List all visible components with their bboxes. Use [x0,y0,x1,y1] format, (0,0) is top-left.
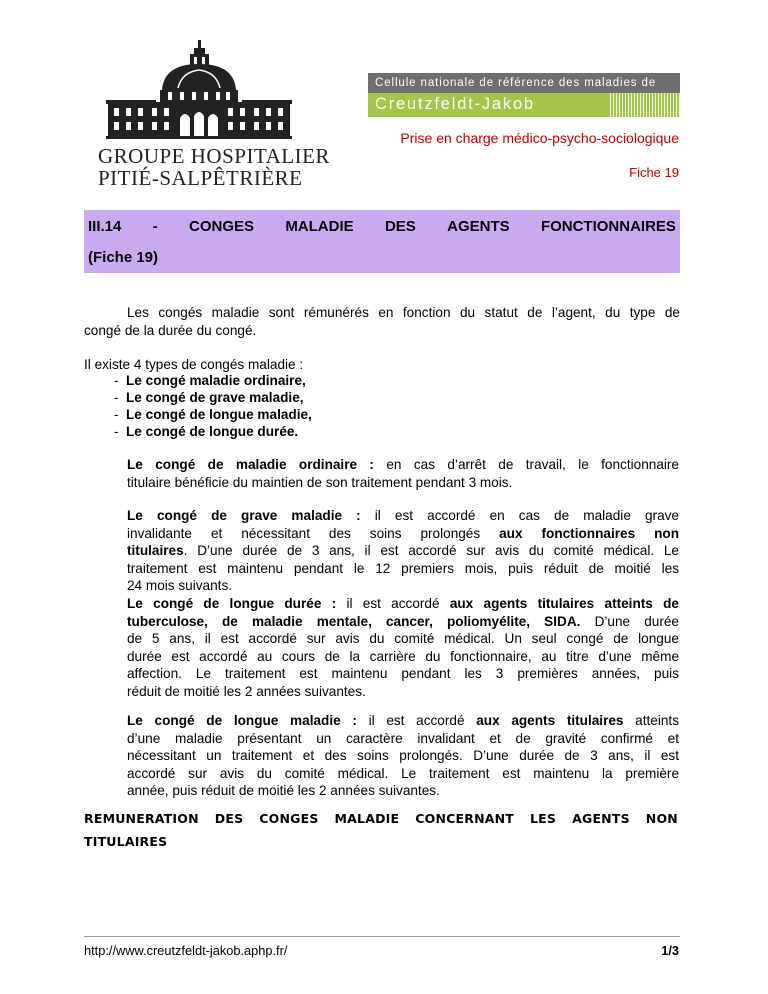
title-word: III.14 [88,218,122,235]
title-line-1 [88,218,676,235]
paragraph-grave: Le congé de grave maladie : il est accordé en cas de maladie grave invalidante et nécessitant des soins prolongés aux fonctionnaires non titulaires. D’une durée de 3 ans, il est accordé sur avis du comité médical. Le traitement est maintenu pendant le 12 premiers mois, puis réduit de moitié les 24 mois suivants. [127,508,680,594]
list-item: - Le congé de grave maladie, [114,390,304,405]
logo-line-2: PITIÉ-SALPÊTRIÈRE [98,166,303,190]
barcode-decoration [610,93,680,117]
intro-line-1: Les congés maladie sont rémunérés en fonction du statut de l’agent, du type de [127,305,680,320]
list-item: - Le congé de longue durée. [114,424,299,439]
list-item-text: Le congé maladie ordinaire, [126,373,306,388]
paragraph-ordinaire: Le congé de maladie ordinaire : en cas d’arrêt de travail, le fonctionnaire titulaire bénéficie du maintien de son traitement pendant 3 mois. [127,457,679,490]
banner-main-text: Creutzfeldt-Jakob [375,95,535,113]
title-word: MALADIE [285,218,354,235]
footer-url-link[interactable]: http://www.creutzfeldt-jakob.aphp.fr/ [84,943,288,958]
page-number: 1/3 [661,943,679,958]
title-word: AGENTS [447,218,510,235]
list-item: - Le congé de longue maladie, [114,407,312,422]
title-word: - [152,218,158,235]
paragraph-longue-duree: Le congé de longue durée : il est accordé aux agents titulaires atteints de tuberculose, de maladie mentale, cancer, poliomyélite, SIDA. D’une durée de 5 ans, il est accordé sur avis du comité médical. Un seul congé de longue durée est accordé au cours de la carrière du fonctionnaire, au titre d’une même affection. Le traitement est maintenu pendant les 3 premières années, puis réduit de moitié les 2 années suivantes. [127,596,679,699]
title-word: CONGES [188,218,254,235]
footer-divider [84,936,680,937]
banner-top: Cellule nationale de référence des maladies de [368,73,680,93]
title-box [84,210,680,273]
title-word: DES [384,218,416,235]
hospital-logo [98,38,330,190]
section-heading-remuneration: REMUNERATION DES CONGES MALADIE CONCERNANT LES AGENTS NON TITULAIRES [84,811,678,849]
list-item-text: Le congé de longue maladie, [126,407,312,422]
fiche-number: Fiche 19 [629,165,679,180]
list-item: - Le congé maladie ordinaire, [114,373,306,388]
list-item-text: Le congé de longue durée. [126,424,299,439]
banner-main [368,93,680,117]
paragraph-longue-maladie: Le congé de longue maladie : il est accordé aux agents titulaires atteints d’une maladie présentant un caractère invalidant et de gravité confirmé et nécessitant un traitement et des soins prolongés. D’une durée de 3 ans, il est accordé sur avis du comité médical. Le traitement est maintenu la première année, puis réduit de moitié les 2 années suivantes. [127,713,679,799]
title-line-2: (Fiche 19) [88,249,159,266]
header-subtitle: Prise en charge médico-psycho-sociologique [400,130,679,146]
title-word: FONCTIONNAIRES [540,218,676,235]
types-heading: Il existe 4 types de congés maladie : [84,357,304,372]
hospital-building-icon [106,38,301,140]
intro-line-2: congé de la durée du congé. [84,323,257,338]
logo-line-1: GROUPE HOSPITALIER [98,144,330,168]
list-item-text: Le congé de grave maladie, [126,390,304,405]
